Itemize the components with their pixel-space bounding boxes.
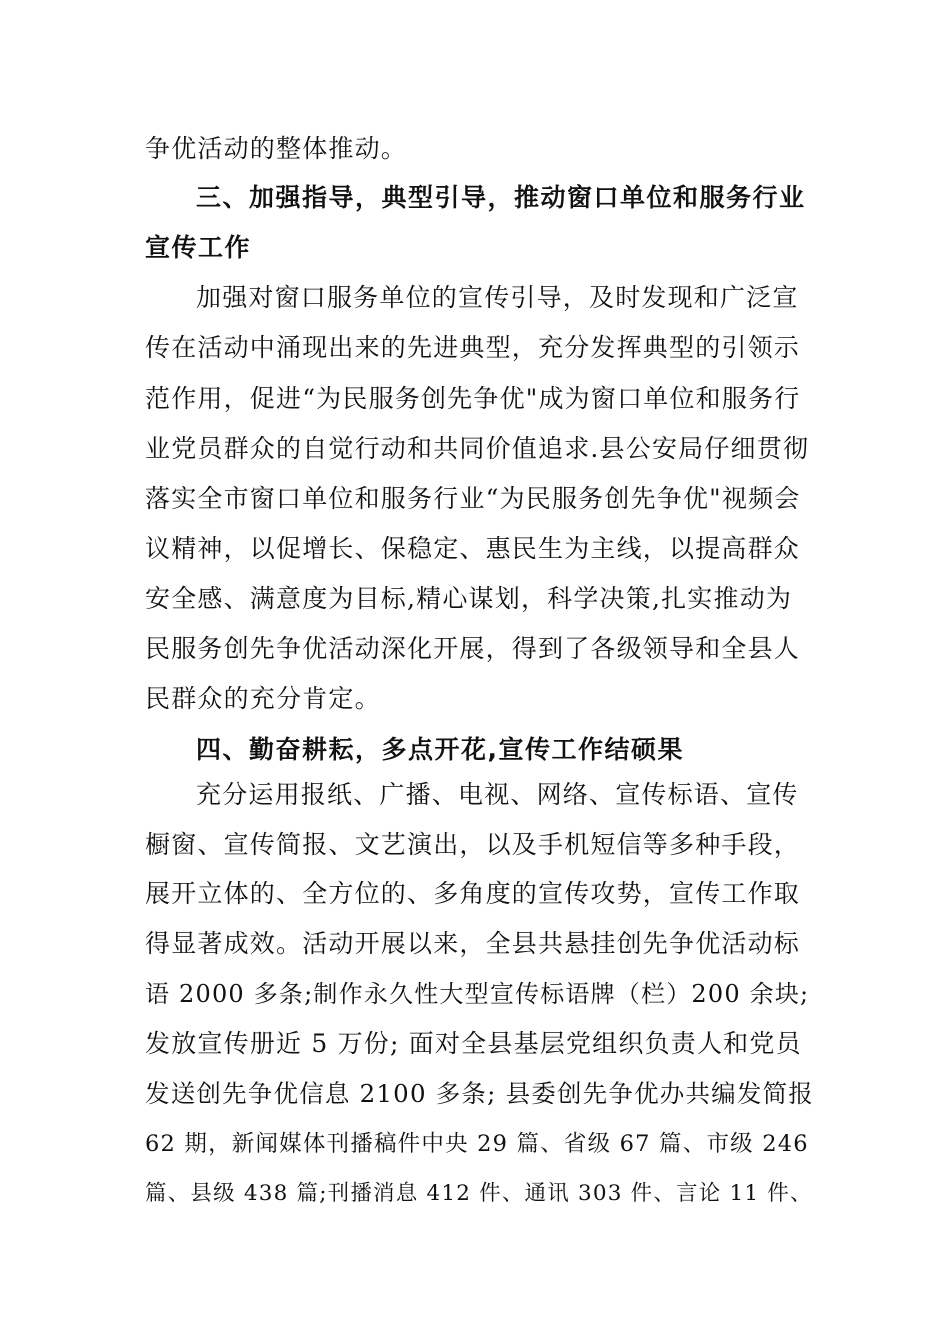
body-text-line: 落实全市窗口单位和服务行业“为民服务创先争优"视频会 — [145, 484, 801, 513]
body-text-line: 安全感、满意度为目标,精心谋划，科学决策,扎实推动为 — [145, 584, 793, 613]
body-text-line: 争优活动的整体推动。 — [145, 134, 408, 163]
body-text-line: 语 2000 多条;制作永久性大型宣传标语牌（栏）200 余块; — [145, 980, 810, 1008]
body-text-line: 展开立体的、全方位的、多角度的宣传攻势，宣传工作取 — [145, 879, 801, 908]
body-text-line: 发放宣传册近 5 万份; 面对全县基层党组织负责人和党员 — [145, 1029, 802, 1058]
body-text-line: 橱窗、宣传简报、文艺演出，以及手机短信等多种手段， — [145, 830, 801, 859]
body-text-line: 传在活动中涌现出来的先进典型，充分发挥典型的引领示 — [145, 333, 801, 362]
body-text-line: 得显著成效。活动开展以来，全县共悬挂创先争优活动标 — [145, 929, 801, 958]
body-text-line: 业党员群众的自觉行动和共同价值追求.县公安局仔细贯彻 — [145, 434, 810, 463]
body-text-line: 议精神，以促增长、保稳定、惠民生为主线，以提高群众 — [145, 534, 801, 563]
body-text-line: 民群众的充分肯定。 — [145, 684, 381, 713]
section-heading-4: 四、勤奋耕耘，多点开花,宣传工作结硕果 — [196, 735, 684, 764]
body-text-line: 62 期，新闻媒体刊播稿件中央 29 篇、省级 67 篇、市级 246 — [145, 1131, 809, 1157]
section-heading-3: 三、加强指导，典型引导，推动窗口单位和服务行业 — [196, 183, 806, 212]
paragraph-first-line: 加强对窗口服务单位的宣传引导，及时发现和广泛宣 — [196, 283, 799, 312]
paragraph-first-line: 充分运用报纸、广播、电视、网络、宣传标语、宣传 — [196, 780, 799, 809]
body-text-line: 篇、县级 438 篇;刊播消息 412 件、通讯 303 件、言论 11 件、 — [145, 1181, 813, 1206]
body-text-line: 民服务创先争优活动深化开展，得到了各级领导和全县人 — [145, 634, 801, 663]
body-text-line: 范作用，促进“为民服务创先争优"成为窗口单位和服务行 — [145, 384, 801, 413]
body-text-line: 发送创先争优信息 2100 多条; 县委创先争优办共编发简报 — [145, 1079, 814, 1108]
section-heading-3-continued: 宣传工作 — [145, 233, 252, 262]
